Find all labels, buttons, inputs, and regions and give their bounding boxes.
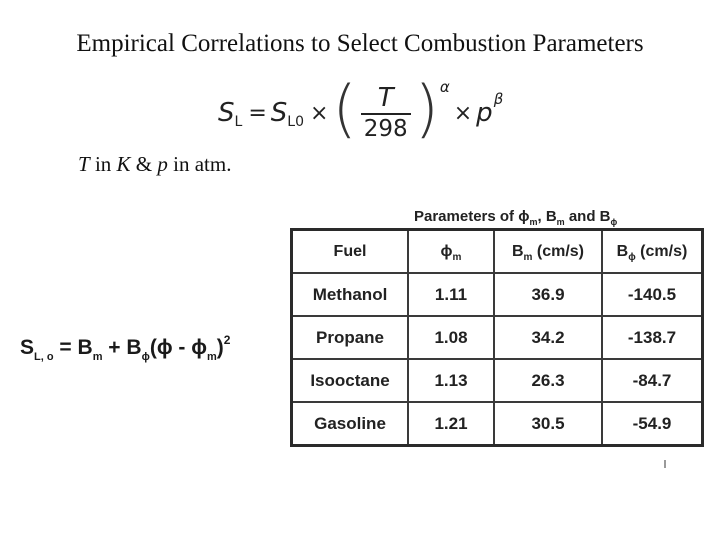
table-header-row xyxy=(292,230,703,274)
cell-phi-m: 1.08 xyxy=(408,316,494,359)
caption-and: and B xyxy=(564,208,611,225)
leq-paren-open: (ϕ - ϕ xyxy=(149,336,207,359)
leq-exp: 2 xyxy=(223,333,231,347)
header-bm-unit: (cm/s) xyxy=(532,242,585,260)
slide-title: Empirical Correlations to Select Combustion Parameters xyxy=(76,30,644,57)
units-t: T xyxy=(78,152,90,176)
units-note xyxy=(78,152,231,177)
scan-artifact-mark xyxy=(664,460,666,468)
leq-paren-close: ) xyxy=(216,336,224,359)
units-in-1: in xyxy=(89,152,117,176)
formula-paren-open: ( xyxy=(332,72,357,145)
formula-lhs-symbol: S xyxy=(218,98,235,128)
header-phi: ϕ xyxy=(440,242,453,260)
units-k: K xyxy=(116,152,131,176)
leq-phi-sub: m xyxy=(206,351,217,363)
cell-phi-m: 1.21 xyxy=(408,402,494,446)
formula-ref-symbol: S xyxy=(270,98,288,128)
table-row xyxy=(292,316,703,359)
laminar-speed-equation xyxy=(20,333,231,363)
cell-fuel: Isooctane xyxy=(292,359,409,402)
leq-s: S xyxy=(20,336,35,359)
units-amp: & xyxy=(130,152,158,176)
header-bphi-sub: ϕ xyxy=(628,251,636,263)
leq-b2-sub: ϕ xyxy=(141,351,150,363)
formula-times-2: × xyxy=(453,100,473,126)
header-bphi: B xyxy=(616,242,629,260)
caption-sep: , B xyxy=(537,208,557,225)
cell-b-m: 34.2 xyxy=(494,316,602,359)
cell-b-phi: -54.9 xyxy=(602,402,703,446)
cell-phi-m: 1.13 xyxy=(408,359,494,402)
table-row xyxy=(292,402,703,446)
formula-denominator: 298 xyxy=(363,115,408,142)
cell-b-m: 26.3 xyxy=(494,359,602,402)
header-bm-sub: m xyxy=(523,251,533,263)
header-phi-sub: m xyxy=(452,251,462,263)
leq-b: B xyxy=(77,336,93,359)
cell-fuel: Methanol xyxy=(292,273,409,316)
cell-b-m: 36.9 xyxy=(494,273,602,316)
cell-b-m: 30.5 xyxy=(494,402,602,446)
units-p: p xyxy=(157,152,168,176)
header-fuel: Fuel xyxy=(292,230,409,274)
formula-ref-sub: L0 xyxy=(287,114,304,130)
table-caption xyxy=(414,208,617,225)
formula-numerator: T xyxy=(377,83,394,114)
header-b-phi xyxy=(602,230,703,274)
leq-b-sub: m xyxy=(92,351,103,363)
leq-s-sub: L, o xyxy=(34,351,54,363)
formula-beta: β xyxy=(493,90,504,108)
flame-speed-formula xyxy=(218,72,504,150)
header-b-m xyxy=(494,230,602,274)
formula-lhs-sub: L xyxy=(234,114,243,130)
formula-fraction xyxy=(361,85,411,141)
units-in-2: in atm. xyxy=(167,152,232,176)
cell-phi-m: 1.11 xyxy=(408,273,494,316)
leq-plus: + xyxy=(102,336,127,359)
caption-sub-1: m xyxy=(529,217,538,227)
formula-times: × xyxy=(310,100,329,126)
formula-p: p xyxy=(476,98,493,128)
cell-b-phi: -140.5 xyxy=(602,273,703,316)
header-bm: B xyxy=(511,242,524,260)
header-phi-m xyxy=(408,230,494,274)
table-row xyxy=(292,273,703,316)
cell-b-phi: -138.7 xyxy=(602,316,703,359)
caption-sub-3: ϕ xyxy=(610,217,618,227)
caption-sub-2: m xyxy=(556,217,565,227)
table-row xyxy=(292,359,703,402)
header-bphi-unit: (cm/s) xyxy=(635,242,688,260)
cell-fuel: Gasoline xyxy=(292,402,409,446)
formula-alpha: α xyxy=(439,78,450,96)
fuel-parameters-table xyxy=(290,228,704,447)
cell-fuel: Propane xyxy=(292,316,409,359)
formula-paren-close: ) xyxy=(414,72,439,145)
formula-equals: = xyxy=(248,100,267,126)
cell-b-phi: -84.7 xyxy=(602,359,703,402)
leq-b2: B xyxy=(126,336,142,359)
leq-eq: = xyxy=(53,336,78,359)
caption-text: Parameters of ϕ xyxy=(414,208,530,225)
